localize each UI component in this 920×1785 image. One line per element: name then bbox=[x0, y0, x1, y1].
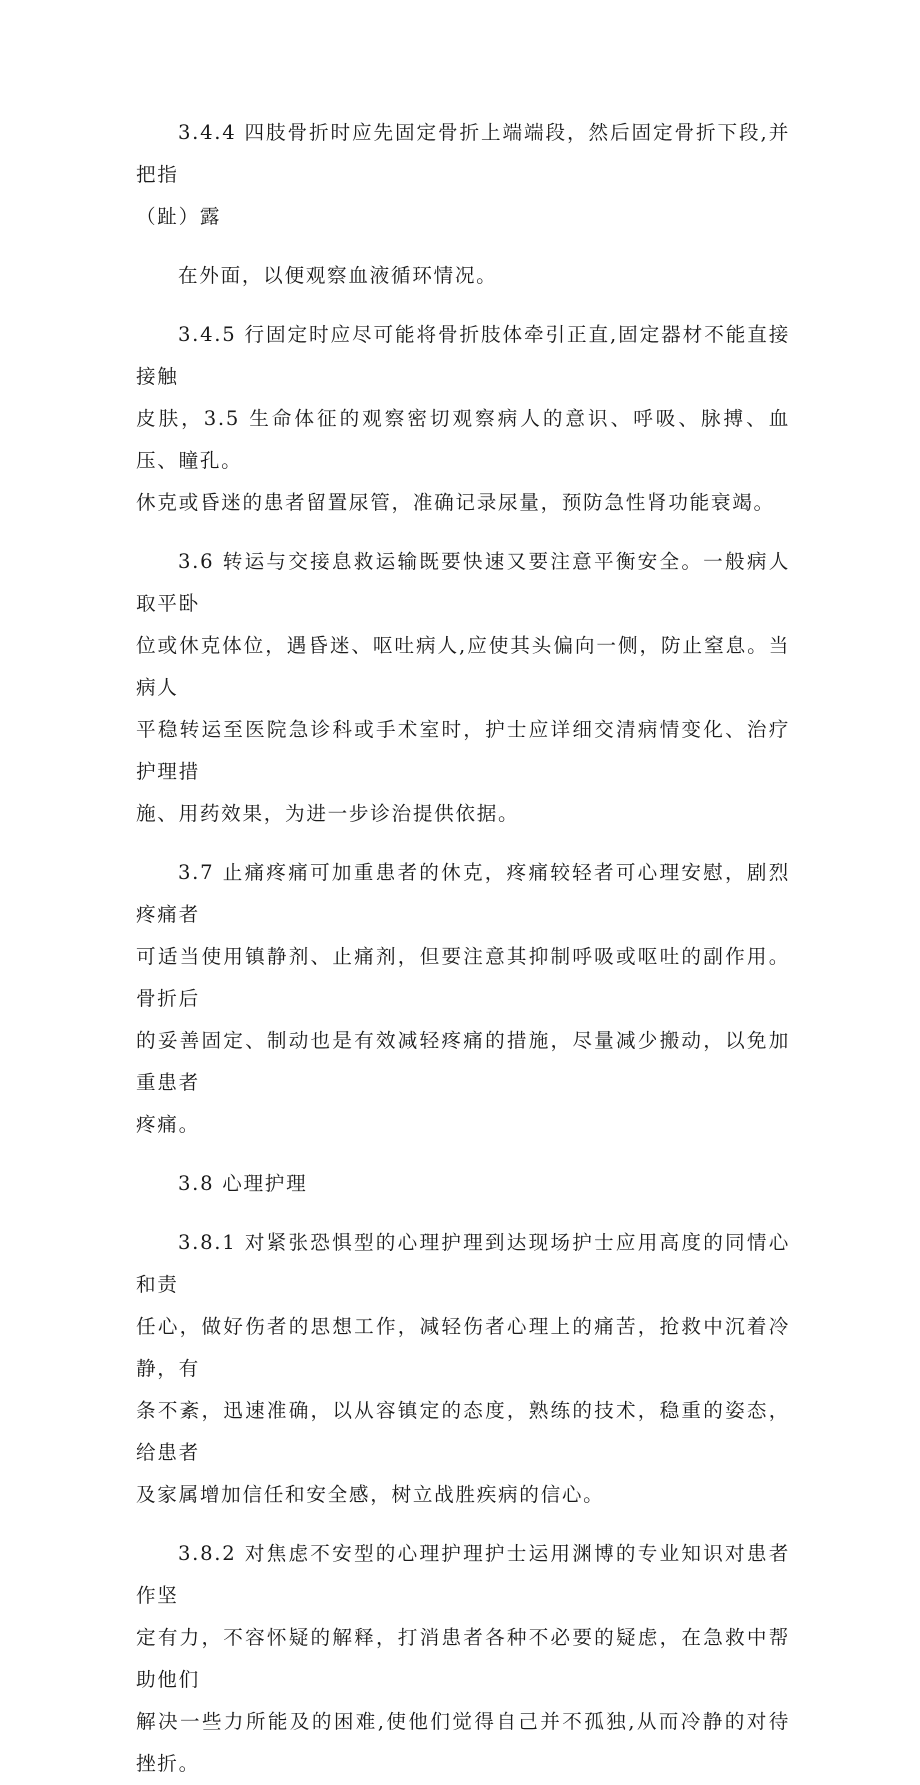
text-line: （趾）露 bbox=[136, 205, 222, 228]
text-line: 位或休克体位，遇昏迷、呕吐病人,应使其头偏向一侧，防止窒息。当病人 bbox=[136, 634, 790, 699]
text-line: 解决一些力所能及的困难,使他们觉得自己并不孤独,从而冷静的对待挫折。 bbox=[136, 1710, 790, 1775]
text-line: 在外面，以便观察血液循环情况。 bbox=[178, 264, 498, 287]
text-line: 施、用药效果，为进一步诊治提供依据。 bbox=[136, 802, 520, 825]
paragraph-3-8-2 bbox=[136, 1533, 790, 1785]
text-line: 休克或昏迷的患者留置尿管，准确记录尿量，预防急性肾功能衰竭。 bbox=[136, 491, 775, 514]
text-line: 任心，做好伤者的思想工作，减轻伤者心理上的痛苦，抢救中沉着冷静，有 bbox=[136, 1315, 790, 1380]
text-line: 皮肤，3.5 生命体征的观察密切观察病人的意识、呼吸、脉搏、血压、瞳孔。 bbox=[136, 407, 790, 472]
text-line: 疼痛。 bbox=[136, 1113, 200, 1136]
text-line: 的妥善固定、制动也是有效减轻疼痛的措施，尽量减少搬动，以免加重患者 bbox=[136, 1029, 790, 1094]
paragraph-3-4-4 bbox=[136, 112, 790, 238]
paragraph-continuation bbox=[136, 255, 790, 297]
text-line: 3.8.2 对焦虑不安型的心理护理护士运用渊博的专业知识对患者作坚 bbox=[136, 1542, 790, 1607]
document-body bbox=[136, 112, 790, 1785]
text-line: 定有力，不容怀疑的解释，打消患者各种不必要的疑虑，在急救中帮助他们 bbox=[136, 1626, 790, 1691]
text-line: 3.8 心理护理 bbox=[178, 1172, 308, 1195]
paragraph-3-8-1 bbox=[136, 1222, 790, 1516]
text-line: 可适当使用镇静剂、止痛剂，但要注意其抑制呼吸或呕吐的副作用。骨折后 bbox=[136, 945, 790, 1010]
section-heading-3-8 bbox=[136, 1163, 790, 1205]
text-line: 3.7 止痛疼痛可加重患者的休克，疼痛较轻者可心理安慰，剧烈疼痛者 bbox=[136, 861, 790, 926]
text-line: 条不紊，迅速准确，以从容镇定的态度，熟练的技术，稳重的姿态，给患者 bbox=[136, 1399, 790, 1464]
text-line: 3.4.4 四肢骨折时应先固定骨折上端端段，然后固定骨折下段,并把指 bbox=[136, 121, 790, 186]
text-line: 及家属增加信任和安全感，树立战胜疾病的信心。 bbox=[136, 1483, 605, 1506]
text-line: 3.6 转运与交接息救运输既要快速又要注意平衡安全。一般病人取平卧 bbox=[136, 550, 790, 615]
text-line: 3.4.5 行固定时应尽可能将骨折肢体牵引正直,固定器材不能直接接触 bbox=[136, 323, 790, 388]
paragraph-3-4-5 bbox=[136, 314, 790, 524]
text-line: 平稳转运至医院急诊科或手术室时，护士应详细交清病情变化、治疗护理措 bbox=[136, 718, 790, 783]
paragraph-3-7 bbox=[136, 852, 790, 1146]
paragraph-3-6 bbox=[136, 541, 790, 835]
text-line: 3.8.1 对紧张恐惧型的心理护理到达现场护士应用高度的同情心和责 bbox=[136, 1231, 790, 1296]
